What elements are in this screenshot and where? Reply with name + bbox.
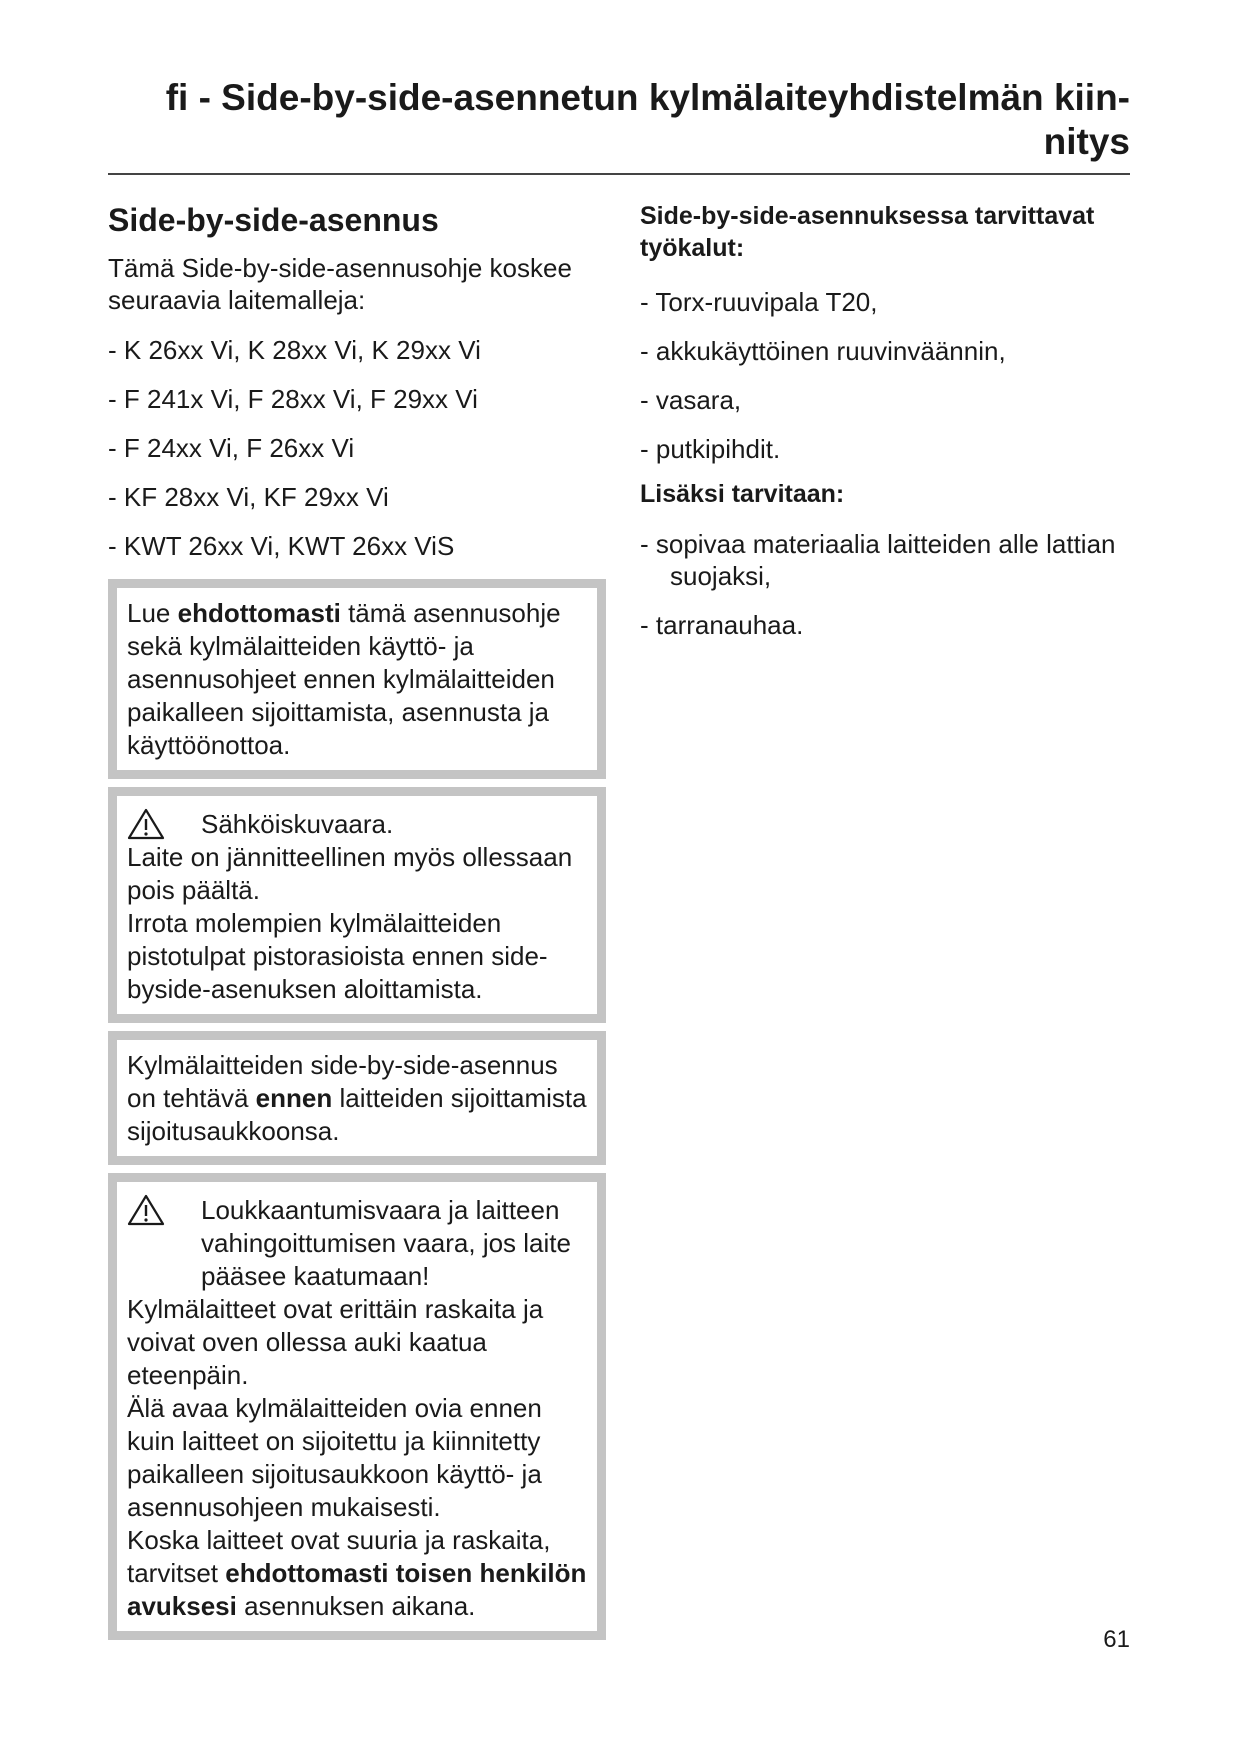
warning-title: Loukkaantumisvaara ja laitteen vahingoittumisen vaara, jos laite pääsee kaatumaan! [201,1195,571,1291]
note-box-read-instructions [108,579,606,779]
page-title [108,76,1130,164]
warning-triangle-icon [127,1194,165,1226]
note-text-bold: ennen [255,1083,333,1113]
title-divider [108,173,1130,175]
warning-title-row [127,1194,587,1293]
model-list [108,334,608,562]
warning-title: Sähköiskuvaara. [201,809,394,839]
warning-title-row [127,808,587,841]
warning-text: Laite on jännitteellinen myös ollessaan pois päältä. [127,842,573,905]
model-list-item: - F 24xx Vi, F 26xx Vi [108,433,355,463]
warning-text: Kylmälaitteet ovat erittäin raskaita ja voivat oven ollessa auki kaatua eteenpäin. [127,1294,544,1390]
page-title-line-2: nitys [1043,121,1130,162]
note-text-pre: Lue [127,598,178,628]
note-box-install-before [108,1031,606,1165]
warning-text-post: asennuksen aikana. [236,1591,476,1621]
right-column [640,200,1140,658]
extras-heading: Lisäksi tarvitaan: [640,480,845,508]
warning-box-tipping [108,1173,606,1640]
tools-list-item: - putkipihdit. [640,434,781,464]
note-text-bold: ehdottomasti [177,598,341,628]
left-column [108,200,608,1640]
model-list-item: - F 241x Vi, F 28xx Vi, F 29xx Vi [108,384,478,414]
section-heading: Side-by-side-asennus [108,202,439,238]
tools-list-item: - akkukäyttöinen ruuvinväännin, [640,336,1006,366]
model-list-item: - KWT 26xx Vi, KWT 26xx ViS [108,531,455,561]
extras-list-item: - tarranauhaa. [640,610,804,640]
extras-list-item: - sopivaa materiaalia laitteiden alle lattian suojaksi, [640,529,1116,591]
intro-text: Tämä Side-by-side-asennusohje koskee seuraavia laitemalleja: [108,253,572,315]
tools-list-item: - Torx-ruuvipala T20, [640,287,878,317]
model-list-item: - KF 28xx Vi, KF 29xx Vi [108,482,389,512]
page-number: 61 [1103,1626,1130,1653]
warning-text-bold: ehdottomasti toisen henkilön avuksesi [127,1558,587,1621]
page-title-line-1: fi - Side-by-side-asennetun kylmälaiteyhdistelmän kiin- [165,77,1130,118]
note-text [127,1049,587,1148]
tools-list-item: - vasara, [640,385,742,415]
note-text-post: laitteiden sijoittamista sijoitusaukkoonsa. [127,1083,587,1146]
tools-heading: Side-by-side-asennuksessa tarvittavat työkalut: [640,202,1095,262]
extras-list [640,528,1140,641]
note-text [127,597,587,762]
warning-triangle-icon [127,808,165,840]
tools-list [640,286,1140,465]
note-text-post: tämä asennusohje sekä kylmälaitteiden käyttö- ja asennusohjeet ennen kylmälaitteiden paikalleen sijoittamista, asennusta ja käyttöönottoa. [127,598,561,760]
warning-text: Irrota molempien kylmälaitteiden pistotulpat pistorasioista ennen side-byside-asenuksen aloittamista. [127,908,548,1004]
note-text-pre: Kylmälaitteiden side-by-side-asennus on tehtävä [127,1050,558,1113]
warning-text: Älä avaa kylmälaitteiden ovia ennen kuin laitteet on sijoitettu ja kiinnitetty paikalleen sijoitusaukkoon käyttö- ja asennusohjeen mukaisesti. [127,1393,542,1522]
warning-box-electric-shock [108,787,606,1023]
warning-text-pre: Koska laitteet ovat suuria ja raskaita, tarvitset [127,1525,551,1588]
model-list-item: - K 26xx Vi, K 28xx Vi, K 29xx Vi [108,335,481,365]
warning-text [127,1524,587,1623]
